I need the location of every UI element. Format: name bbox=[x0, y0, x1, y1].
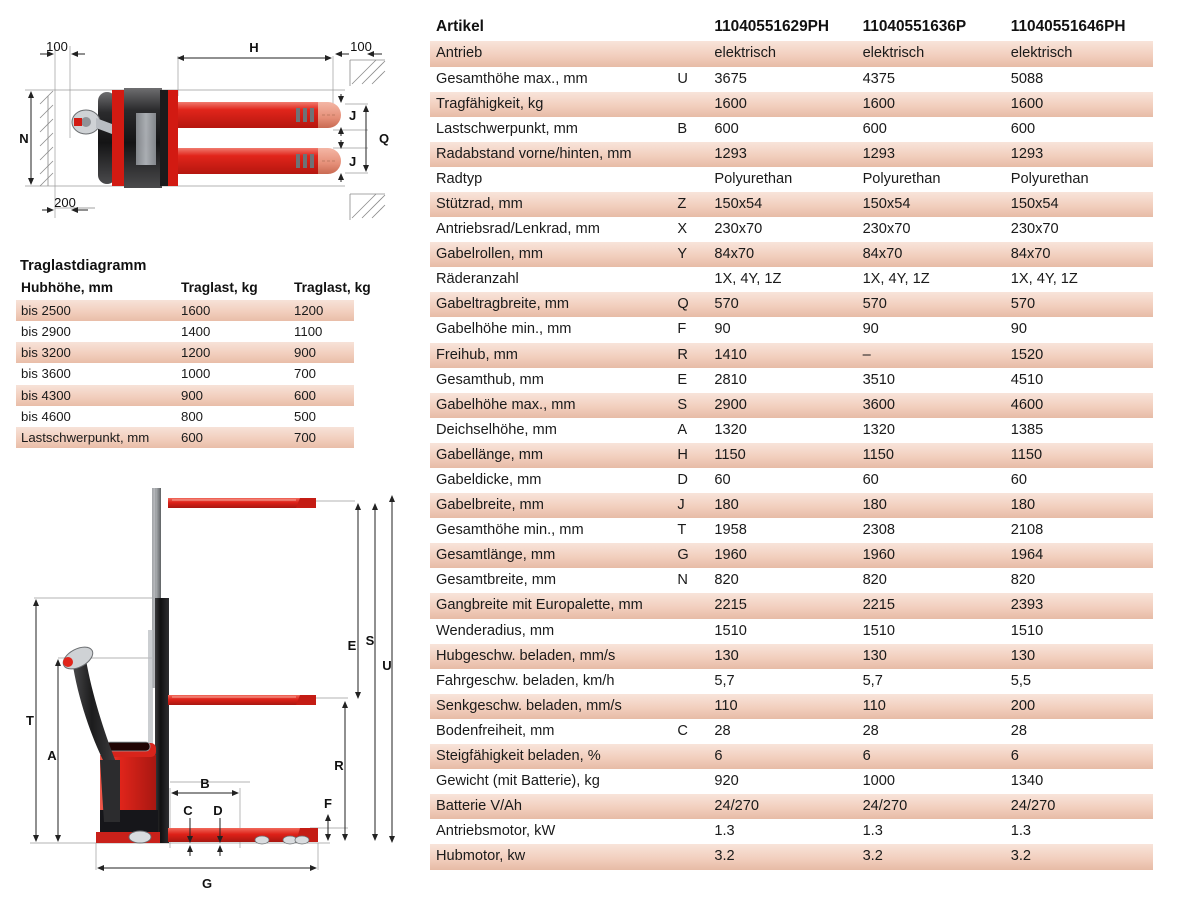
load-chart-load1: 600 bbox=[176, 427, 289, 448]
spec-row bbox=[430, 267, 1153, 292]
dim-label-fork-width-bottom: J bbox=[349, 154, 357, 169]
spec-row-value: 28 bbox=[1005, 719, 1153, 744]
spec-row-symbol: D bbox=[675, 468, 708, 493]
spec-row bbox=[430, 568, 1153, 593]
spec-row-value: 28 bbox=[708, 719, 856, 744]
spec-row-symbol: U bbox=[675, 67, 708, 92]
spec-row-label: Gabeltragbreite, mm bbox=[430, 292, 675, 317]
spec-row-value: 3.2 bbox=[857, 844, 1005, 869]
load-chart-header-row bbox=[16, 277, 354, 300]
dim-label-fork-thickness: D bbox=[213, 803, 223, 818]
spec-row bbox=[430, 744, 1153, 769]
spec-row bbox=[430, 518, 1153, 543]
spec-row-value: 2108 bbox=[1005, 518, 1153, 543]
load-chart-table bbox=[16, 277, 371, 448]
dim-label-fork-height-max: S bbox=[365, 633, 375, 648]
spec-row-symbol bbox=[675, 267, 708, 292]
spec-row-value: 84x70 bbox=[1005, 242, 1153, 267]
spec-row bbox=[430, 794, 1153, 819]
spec-row-value: 1X, 4Y, 1Z bbox=[708, 267, 856, 292]
spec-row-value: 820 bbox=[857, 568, 1005, 593]
spec-row-value: 1600 bbox=[1005, 92, 1153, 117]
spec-row-symbol bbox=[675, 644, 708, 669]
spec-row-value: 150x54 bbox=[708, 192, 856, 217]
fork-lower bbox=[178, 148, 341, 174]
load-chart-title: Traglastdiagramm bbox=[20, 258, 147, 274]
spec-row-label: Radabstand vorne/hinten, mm bbox=[430, 142, 675, 167]
spec-row-label: Stützrad, mm bbox=[430, 192, 675, 217]
spec-row bbox=[430, 393, 1153, 418]
spec-row-value: 5,7 bbox=[708, 669, 856, 694]
spec-row-label: Gabelhöhe min., mm bbox=[430, 317, 675, 342]
spec-row-value: 1.3 bbox=[1005, 819, 1153, 844]
spec-row-symbol: R bbox=[675, 343, 708, 368]
spec-row-value: 130 bbox=[708, 644, 856, 669]
spec-row-value: 1410 bbox=[708, 343, 856, 368]
load-chart-height: bis 2500 bbox=[16, 300, 176, 321]
spec-row-value: 1510 bbox=[1005, 619, 1153, 644]
spec-row-value: 1340 bbox=[1005, 769, 1153, 794]
spec-row-value: 1320 bbox=[857, 418, 1005, 443]
load-chart-height: bis 3600 bbox=[16, 363, 176, 384]
spec-row-label: Freihub, mm bbox=[430, 343, 675, 368]
spec-row bbox=[430, 769, 1153, 794]
spec-row-value: 600 bbox=[708, 117, 856, 142]
spec-row bbox=[430, 493, 1153, 518]
spec-header-model-2: 11040551636P bbox=[857, 14, 1005, 41]
spec-row bbox=[430, 644, 1153, 669]
spec-row-label: Antriebsmotor, kW bbox=[430, 819, 675, 844]
spec-row-value: 110 bbox=[857, 694, 1005, 719]
load-chart-load2: 500 bbox=[289, 406, 354, 427]
wall-hatch-bottom-right bbox=[350, 194, 385, 220]
dim-label-total-lift: E bbox=[347, 638, 357, 653]
spec-row-label: Senkgeschw. beladen, mm/s bbox=[430, 694, 675, 719]
spec-row bbox=[430, 593, 1153, 618]
load-chart-section bbox=[16, 258, 371, 448]
spec-row-label: Antrieb bbox=[430, 41, 675, 66]
spec-row-symbol bbox=[675, 167, 708, 192]
spec-row-symbol bbox=[675, 593, 708, 618]
spec-row-value: 2308 bbox=[857, 518, 1005, 543]
spec-row-value: 570 bbox=[708, 292, 856, 317]
dim-label-overall-height-min: T bbox=[26, 713, 34, 728]
spec-row-value: 820 bbox=[1005, 568, 1153, 593]
spec-row-value: 2900 bbox=[708, 393, 856, 418]
spec-row bbox=[430, 669, 1153, 694]
spec-row-value: 84x70 bbox=[857, 242, 1005, 267]
spec-row-symbol bbox=[675, 769, 708, 794]
spec-row-label: Gesamthöhe max., mm bbox=[430, 67, 675, 92]
spec-row bbox=[430, 217, 1153, 242]
spec-row-value: 1X, 4Y, 1Z bbox=[1005, 267, 1153, 292]
spec-row-value: 5088 bbox=[1005, 67, 1153, 92]
load-chart-row bbox=[16, 406, 354, 427]
spec-row-value: 1960 bbox=[708, 543, 856, 568]
spec-row-symbol: X bbox=[675, 217, 708, 242]
spec-row-value: 1000 bbox=[857, 769, 1005, 794]
spec-row-value: 3.2 bbox=[708, 844, 856, 869]
spec-row bbox=[430, 92, 1153, 117]
dim-label-load-center: B bbox=[200, 776, 210, 791]
load-chart-row bbox=[16, 342, 354, 363]
spec-row bbox=[430, 41, 1153, 66]
load-chart-height: Lastschwerpunkt, mm bbox=[16, 427, 176, 448]
spec-row-value: 600 bbox=[857, 117, 1005, 142]
spec-row-label: Hubgeschw. beladen, mm/s bbox=[430, 644, 675, 669]
spec-row bbox=[430, 142, 1153, 167]
spec-row-label: Deichselhöhe, mm bbox=[430, 418, 675, 443]
spec-row-value: 2215 bbox=[708, 593, 856, 618]
machine-body-side-view bbox=[60, 643, 160, 843]
dim-label-free-lift: R bbox=[334, 758, 344, 773]
spec-row bbox=[430, 167, 1153, 192]
spec-row-symbol bbox=[675, 694, 708, 719]
spec-row-value: Polyurethan bbox=[857, 167, 1005, 192]
spec-row-symbol: N bbox=[675, 568, 708, 593]
spec-row-label: Gesamthöhe min., mm bbox=[430, 518, 675, 543]
spec-row-value: 1520 bbox=[1005, 343, 1153, 368]
side-view-drawing bbox=[0, 470, 410, 910]
spec-row-symbol: Q bbox=[675, 292, 708, 317]
left-column bbox=[0, 0, 420, 917]
spec-row-symbol bbox=[675, 794, 708, 819]
spec-row-label: Gabeldicke, mm bbox=[430, 468, 675, 493]
spec-row-value: 3675 bbox=[708, 67, 856, 92]
spec-row-value: 6 bbox=[708, 744, 856, 769]
load-chart-load1: 1600 bbox=[176, 300, 289, 321]
load-chart-load2: 1200 bbox=[289, 300, 354, 321]
spec-row-label: Batterie V/Ah bbox=[430, 794, 675, 819]
wall-hatch-left bbox=[40, 91, 53, 186]
load-chart-height: bis 3200 bbox=[16, 342, 176, 363]
spec-row-value: 130 bbox=[1005, 644, 1153, 669]
spec-row-symbol bbox=[675, 41, 708, 66]
witness-lines bbox=[25, 46, 368, 218]
spec-row-value: 1385 bbox=[1005, 418, 1153, 443]
spec-row-value: 6 bbox=[857, 744, 1005, 769]
spec-row-value: 130 bbox=[857, 644, 1005, 669]
spec-row-label: Gesamtlänge, mm bbox=[430, 543, 675, 568]
load-chart-row bbox=[16, 300, 354, 321]
spec-row-value: 1600 bbox=[857, 92, 1005, 117]
top-view-drawing bbox=[0, 18, 400, 243]
spec-row-value: 600 bbox=[1005, 117, 1153, 142]
spec-row-value: 3510 bbox=[857, 368, 1005, 393]
spec-row-value: 180 bbox=[708, 493, 856, 518]
spec-row-symbol: H bbox=[675, 443, 708, 468]
fork-upper bbox=[178, 102, 341, 128]
machine-body-top-view bbox=[72, 88, 178, 188]
spec-row-symbol: Z bbox=[675, 192, 708, 217]
spec-row bbox=[430, 468, 1153, 493]
spec-row-value: 2215 bbox=[857, 593, 1005, 618]
spec-row-symbol bbox=[675, 92, 708, 117]
spec-row-label: Wenderadius, mm bbox=[430, 619, 675, 644]
spec-row-value: 230x70 bbox=[1005, 217, 1153, 242]
load-chart-height: bis 4300 bbox=[16, 385, 176, 406]
spec-row-label: Tragfähigkeit, kg bbox=[430, 92, 675, 117]
spec-header-model-3: 11040551646PH bbox=[1005, 14, 1153, 41]
load-chart-load2: 900 bbox=[289, 342, 354, 363]
spec-row-value: 1964 bbox=[1005, 543, 1153, 568]
spec-row-symbol bbox=[675, 744, 708, 769]
spec-row-label: Bodenfreiheit, mm bbox=[430, 719, 675, 744]
spec-row-label: Gewicht (mit Batterie), kg bbox=[430, 769, 675, 794]
spec-row bbox=[430, 292, 1153, 317]
spec-row-value: 180 bbox=[857, 493, 1005, 518]
spec-row-value: 4510 bbox=[1005, 368, 1153, 393]
spec-row-label: Hubmotor, kw bbox=[430, 844, 675, 869]
spec-row-value: 230x70 bbox=[708, 217, 856, 242]
spec-row-value: 230x70 bbox=[857, 217, 1005, 242]
load-chart-row bbox=[16, 363, 354, 384]
spec-row bbox=[430, 368, 1153, 393]
spec-row-label: Radtyp bbox=[430, 167, 675, 192]
spec-row-label: Gangbreite mit Europalette, mm bbox=[430, 593, 675, 618]
load-chart-height: bis 4600 bbox=[16, 406, 176, 427]
spec-row-value: 90 bbox=[857, 317, 1005, 342]
specification-table bbox=[430, 14, 1153, 870]
spec-row-value: 28 bbox=[857, 719, 1005, 744]
spec-row-value: 60 bbox=[708, 468, 856, 493]
load-chart-load1: 1400 bbox=[176, 321, 289, 342]
spec-row-value: 1600 bbox=[708, 92, 856, 117]
load-chart-load2: 1100 bbox=[289, 321, 354, 342]
spec-row-value: 1150 bbox=[708, 443, 856, 468]
spec-row-value: 4375 bbox=[857, 67, 1005, 92]
spec-row-value: 1150 bbox=[1005, 443, 1153, 468]
dim-label-fork-length: H bbox=[249, 40, 259, 55]
spec-row bbox=[430, 117, 1153, 142]
load-chart-load1: 800 bbox=[176, 406, 289, 427]
spec-row-value: 24/270 bbox=[708, 794, 856, 819]
spec-header-symbol bbox=[675, 14, 708, 41]
spec-row bbox=[430, 67, 1153, 92]
spec-row-label: Gesamtbreite, mm bbox=[430, 568, 675, 593]
load-chart-height: bis 2900 bbox=[16, 321, 176, 342]
specification-section bbox=[430, 14, 1153, 870]
dim-label-pallet-offset: 200 bbox=[54, 195, 76, 210]
load-chart-row bbox=[16, 321, 354, 342]
spec-row-value: 3.2 bbox=[1005, 844, 1153, 869]
spec-row-value: elektrisch bbox=[1005, 41, 1153, 66]
spec-row-symbol bbox=[675, 142, 708, 167]
spec-row-label: Gabelbreite, mm bbox=[430, 493, 675, 518]
spec-row bbox=[430, 719, 1153, 744]
spec-row-symbol: G bbox=[675, 543, 708, 568]
spec-row-label: Steigfähigkeit beladen, % bbox=[430, 744, 675, 769]
spec-row bbox=[430, 819, 1153, 844]
spec-row bbox=[430, 694, 1153, 719]
load-chart-load1: 1200 bbox=[176, 342, 289, 363]
spec-row-value: 1960 bbox=[857, 543, 1005, 568]
dim-label-fork-height-min: F bbox=[324, 796, 332, 811]
spec-row-value: 1293 bbox=[857, 142, 1005, 167]
spec-row bbox=[430, 192, 1153, 217]
spec-row-value: 90 bbox=[1005, 317, 1153, 342]
load-chart-row bbox=[16, 427, 354, 448]
spec-row-value: 150x54 bbox=[857, 192, 1005, 217]
spec-row-symbol: B bbox=[675, 117, 708, 142]
spec-row-value: elektrisch bbox=[708, 41, 856, 66]
spec-table-body bbox=[430, 41, 1153, 869]
spec-row-value: 24/270 bbox=[857, 794, 1005, 819]
spec-row bbox=[430, 317, 1153, 342]
spec-row bbox=[430, 418, 1153, 443]
spec-row-value: 1320 bbox=[708, 418, 856, 443]
spec-row-value: 6 bbox=[1005, 744, 1153, 769]
dim-label-overall-length: G bbox=[201, 876, 213, 891]
load-chart-row bbox=[16, 385, 354, 406]
spec-row-symbol: E bbox=[675, 368, 708, 393]
dim-label-ground-clearance: C bbox=[183, 803, 193, 818]
spec-row-label: Gesamthub, mm bbox=[430, 368, 675, 393]
dim-label-overall-height-max: U bbox=[382, 658, 392, 673]
spec-row bbox=[430, 619, 1153, 644]
spec-row-value: 570 bbox=[1005, 292, 1153, 317]
spec-row-label: Gabelhöhe max., mm bbox=[430, 393, 675, 418]
spec-row-symbol: T bbox=[675, 518, 708, 543]
spec-row bbox=[430, 242, 1153, 267]
spec-header-artikel: Artikel bbox=[430, 14, 675, 41]
spec-row-value: 1.3 bbox=[708, 819, 856, 844]
spec-header-model-1: 11040551629PH bbox=[708, 14, 856, 41]
spec-row-value: 60 bbox=[1005, 468, 1153, 493]
load-chart-header-load2: Traglast, kg bbox=[294, 280, 371, 295]
spec-row-symbol bbox=[675, 619, 708, 644]
spec-row-label: Antriebsrad/Lenkrad, mm bbox=[430, 217, 675, 242]
spec-row-label: Räderanzahl bbox=[430, 267, 675, 292]
spec-row-label: Fahrgeschw. beladen, km/h bbox=[430, 669, 675, 694]
load-chart-load2: 700 bbox=[289, 427, 354, 448]
spec-row bbox=[430, 543, 1153, 568]
fork-raised bbox=[168, 498, 316, 508]
spec-row-value: 2810 bbox=[708, 368, 856, 393]
spec-row-value: – bbox=[857, 343, 1005, 368]
dim-label-left-clearance: 100 bbox=[46, 39, 68, 54]
dim-label-width: N bbox=[19, 131, 29, 146]
spec-row-value: 60 bbox=[857, 468, 1005, 493]
spec-row-value: 110 bbox=[708, 694, 856, 719]
spec-row-symbol: C bbox=[675, 719, 708, 744]
spec-row-label: Lastschwerpunkt, mm bbox=[430, 117, 675, 142]
spec-row-value: 920 bbox=[708, 769, 856, 794]
dim-label-tiller-height: A bbox=[47, 748, 57, 763]
spec-row-value: 90 bbox=[708, 317, 856, 342]
spec-row-symbol: S bbox=[675, 393, 708, 418]
spec-header-row bbox=[430, 14, 1153, 41]
spec-row-value: 180 bbox=[1005, 493, 1153, 518]
load-chart-header-load1: Traglast, kg bbox=[181, 280, 258, 295]
load-chart-load1: 1000 bbox=[176, 363, 289, 384]
spec-row-value: 1510 bbox=[857, 619, 1005, 644]
spec-row-value: 2393 bbox=[1005, 593, 1153, 618]
load-chart-body bbox=[16, 300, 354, 448]
load-chart-header-height: Hubhöhe, mm bbox=[21, 280, 113, 295]
spec-row-value: 24/270 bbox=[1005, 794, 1153, 819]
wall-hatch-top-right bbox=[350, 60, 385, 86]
spec-row-value: 570 bbox=[857, 292, 1005, 317]
spec-row-value: 1150 bbox=[857, 443, 1005, 468]
spec-row-symbol bbox=[675, 819, 708, 844]
spec-row-value: 1510 bbox=[708, 619, 856, 644]
dim-label-right-clearance: 100 bbox=[350, 39, 372, 54]
spec-row-value: 5,5 bbox=[1005, 669, 1153, 694]
spec-row-symbol bbox=[675, 844, 708, 869]
spec-row bbox=[430, 343, 1153, 368]
spec-row-value: 84x70 bbox=[708, 242, 856, 267]
spec-row bbox=[430, 844, 1153, 869]
spec-row-value: 1293 bbox=[708, 142, 856, 167]
spec-row-symbol: A bbox=[675, 418, 708, 443]
dim-label-fork-spread: Q bbox=[379, 131, 390, 146]
spec-row-value: 5,7 bbox=[857, 669, 1005, 694]
spec-row-value: 820 bbox=[708, 568, 856, 593]
spec-row-value: 1958 bbox=[708, 518, 856, 543]
load-chart-load2: 700 bbox=[289, 363, 354, 384]
spec-row-value: 1.3 bbox=[857, 819, 1005, 844]
spec-row-symbol bbox=[675, 669, 708, 694]
spec-row-value: 200 bbox=[1005, 694, 1153, 719]
fork-mid bbox=[168, 695, 316, 705]
spec-row-value: elektrisch bbox=[857, 41, 1005, 66]
load-chart-load2: 600 bbox=[289, 385, 354, 406]
load-chart-load1: 900 bbox=[176, 385, 289, 406]
spec-row-value: Polyurethan bbox=[708, 167, 856, 192]
spec-row-symbol: J bbox=[675, 493, 708, 518]
dim-label-fork-width-top: J bbox=[349, 108, 357, 123]
spec-row-value: 150x54 bbox=[1005, 192, 1153, 217]
spec-row-symbol: Y bbox=[675, 242, 708, 267]
spec-row bbox=[430, 443, 1153, 468]
spec-row-label: Gabellänge, mm bbox=[430, 443, 675, 468]
spec-row-value: 4600 bbox=[1005, 393, 1153, 418]
spec-row-value: Polyurethan bbox=[1005, 167, 1153, 192]
spec-row-value: 1293 bbox=[1005, 142, 1153, 167]
spec-row-value: 1X, 4Y, 1Z bbox=[857, 267, 1005, 292]
spec-row-value: 3600 bbox=[857, 393, 1005, 418]
spec-row-symbol: F bbox=[675, 317, 708, 342]
spec-row-label: Gabelrollen, mm bbox=[430, 242, 675, 267]
